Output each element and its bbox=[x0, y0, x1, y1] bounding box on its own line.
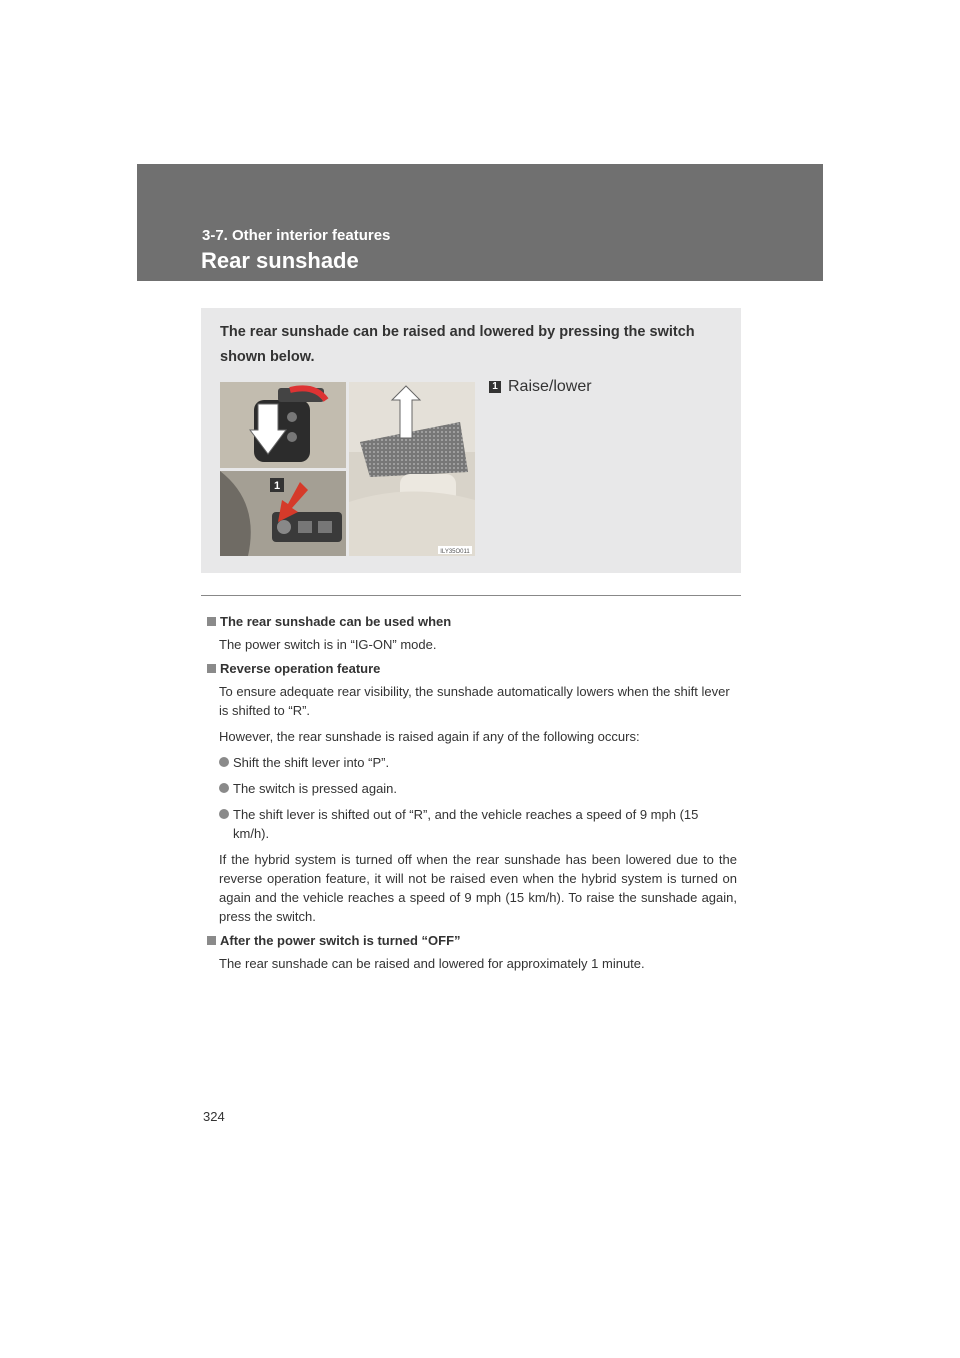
image-code: ILY35O011 bbox=[440, 549, 470, 555]
notes bbox=[207, 614, 737, 980]
list-item: Shift the shift lever into “P”. bbox=[219, 753, 737, 772]
note-heading: The rear sunshade can be used when bbox=[207, 614, 737, 629]
round-bullet-icon bbox=[219, 783, 229, 793]
note-paragraph: However, the rear sunshade is raised again if any of the following occurs: bbox=[219, 729, 640, 744]
note-heading: Reverse operation feature bbox=[207, 661, 737, 676]
square-bullet-icon bbox=[207, 936, 216, 945]
page-title: Rear sunshade bbox=[201, 248, 359, 273]
note-paragraph: If the hybrid system is turned off when the rear sunshade has been lowered due to the reverse operation feature, it will not be raised even when the hybrid system is turned on again and the vehicle reaches a speed of 9 mph (15 km/h). To raise the sunshade again, press the switch. bbox=[219, 852, 737, 924]
sunshade-switch-illustration bbox=[220, 382, 475, 556]
callout-label: Raise/lower bbox=[508, 378, 592, 395]
round-bullet-icon bbox=[219, 809, 229, 819]
chapter-header bbox=[137, 164, 823, 281]
note-paragraph: The power switch is in “IG-ON” mode. bbox=[219, 637, 437, 652]
square-bullet-icon bbox=[207, 664, 216, 673]
page-number: 324 bbox=[203, 1109, 225, 1124]
note-heading: After the power switch is turned “OFF” bbox=[207, 933, 737, 948]
callout bbox=[489, 378, 592, 396]
callout-number: 1 bbox=[489, 381, 501, 393]
list-item: The shift lever is shifted out of “R”, and the vehicle reaches a speed of 9 mph (15 km/h). bbox=[219, 805, 737, 843]
list-item: The switch is pressed again. bbox=[219, 779, 737, 798]
note-paragraph: The rear sunshade can be raised and lowered for approximately 1 minute. bbox=[219, 956, 645, 971]
section-label: 3-7. Other interior features bbox=[202, 227, 391, 244]
divider bbox=[201, 595, 741, 596]
square-bullet-icon bbox=[207, 617, 216, 626]
callout-number-photo: 1 bbox=[273, 480, 281, 492]
note-paragraph: To ensure adequate rear visibility, the sunshade automatically lowers when the shift lever is shifted to “R”. bbox=[219, 684, 730, 718]
intro-text: The rear sunshade can be raised and lowered by pressing the switch shown below. bbox=[220, 324, 695, 365]
round-bullet-icon bbox=[219, 757, 229, 767]
intro-box bbox=[201, 308, 741, 573]
